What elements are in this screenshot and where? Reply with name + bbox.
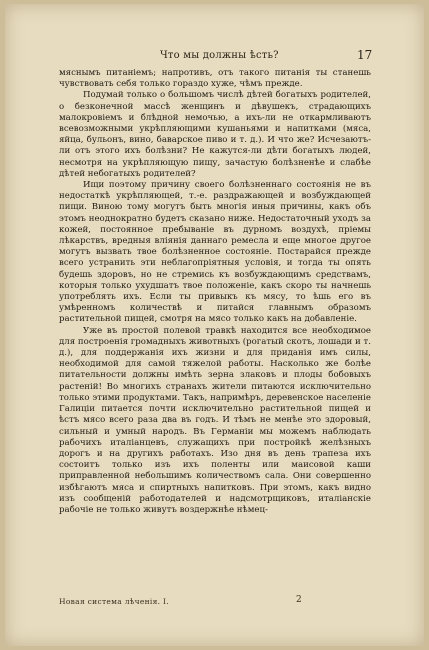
paragraph: Ищи поэтому причину своего болѣзненнаго состоянія не въ недостаткѣ укрѣпляющей, т.-е. раздражающей и возбуждающей пищи. Виною тому могутъ быть многія иныя причины, какъ объ этомъ неоднократно будетъ сказано ниже. Недостаточный уходъ за кожей, постоянное пребываніе въ дурномъ воздухѣ, пріемы лѣкарствъ, вредныя вліянія даннаго ремесла и еще многое другое могутъ вызвать твое болѣзненное состояніе. Постарайся прежде всего устранить эти неблагопріятныя условія, и тогда ты опять будешь здоровъ, но не стремись къ возбуждающимъ средствамъ, которыя только ухудшатъ твое положеніе, какъ скоро ты начнешь употреблять ихъ. Если ты привыкъ къ мясу, то ѣшь его въ умѣренномъ количествѣ и питайся главнымъ образомъ растительной пищей, смотря на мясо только какъ на добавленіе. (59, 180, 371, 325)
running-header (0, 48, 429, 64)
signature-mark: 2 (296, 595, 302, 605)
paragraph: мяснымъ питаніемъ; напротивъ, отъ такого питанія ты станешь чувствовать себя только гораздо хуже, чѣмъ прежде. (59, 68, 371, 90)
running-title: Что мы должны ѣсть? (160, 50, 279, 61)
body-text (59, 68, 371, 516)
paragraph: Уже въ простой полевой травкѣ находится все необходимое для построенія громадныхъ животныхъ (рогатый скотъ, лошади и т. д.), для поддержанія ихъ жизни и для приданія имъ силы, необходимой для самой тяжелой работы. Насколько же болѣе питательности должны имѣть зерна злаковъ и плоды бобовыхъ растеній! Во многихъ странахъ жители питаются исключительно только этими продуктами. Такъ, напримѣръ, деревенское населеніе Галиціи питается почти исключительно растительной пищей и ѣстъ мясо всего раза два въ годъ. И тѣмъ не менѣе это здоровый, сильный и умный народъ. Въ Германіи мы можемъ наблюдать рабочихъ италіанцевъ, служащихъ при постройкѣ желѣзныхъ дорогъ и на другихъ работахъ. Изо дня въ день трапеза ихъ состоитъ только изъ ихъ поленты или маисовой каши приправленной небольшимъ количествомъ сала. Они совершенно избѣгаютъ мяса и спиртныхъ напитковъ. При этомъ, какъ видно изъ сообщеній работодателей и надсмотрщиковъ, италіанскіе рабочіе не только живутъ воздержнѣе нѣмец- (59, 325, 371, 515)
footer-note: Новая система лѣченія. I. (59, 597, 169, 606)
page-number: 17 (357, 48, 373, 62)
paragraph: Подумай только о большомъ числѣ дѣтей богатыхъ родителей, о безконечной массѣ женщинъ и дѣвушекъ, страдающихъ малокровіемъ и блѣдной немочью, а ихъ-ли не откармливаютъ всевозможными укрѣпляющими кушаньями и напитками (мяса, яйца, бульонъ, вино, баварское пиво и т. д.). И что же? Исчезаютъ-ли отъ этого ихъ болѣзни? Не кажутся-ли дѣти богатыхъ людей, несмотря на укрѣпляющую пищу, зачастую болѣзненѣе и слабѣе дѣтей небогатыхъ родителей? (59, 90, 371, 179)
page-footer (59, 596, 371, 608)
